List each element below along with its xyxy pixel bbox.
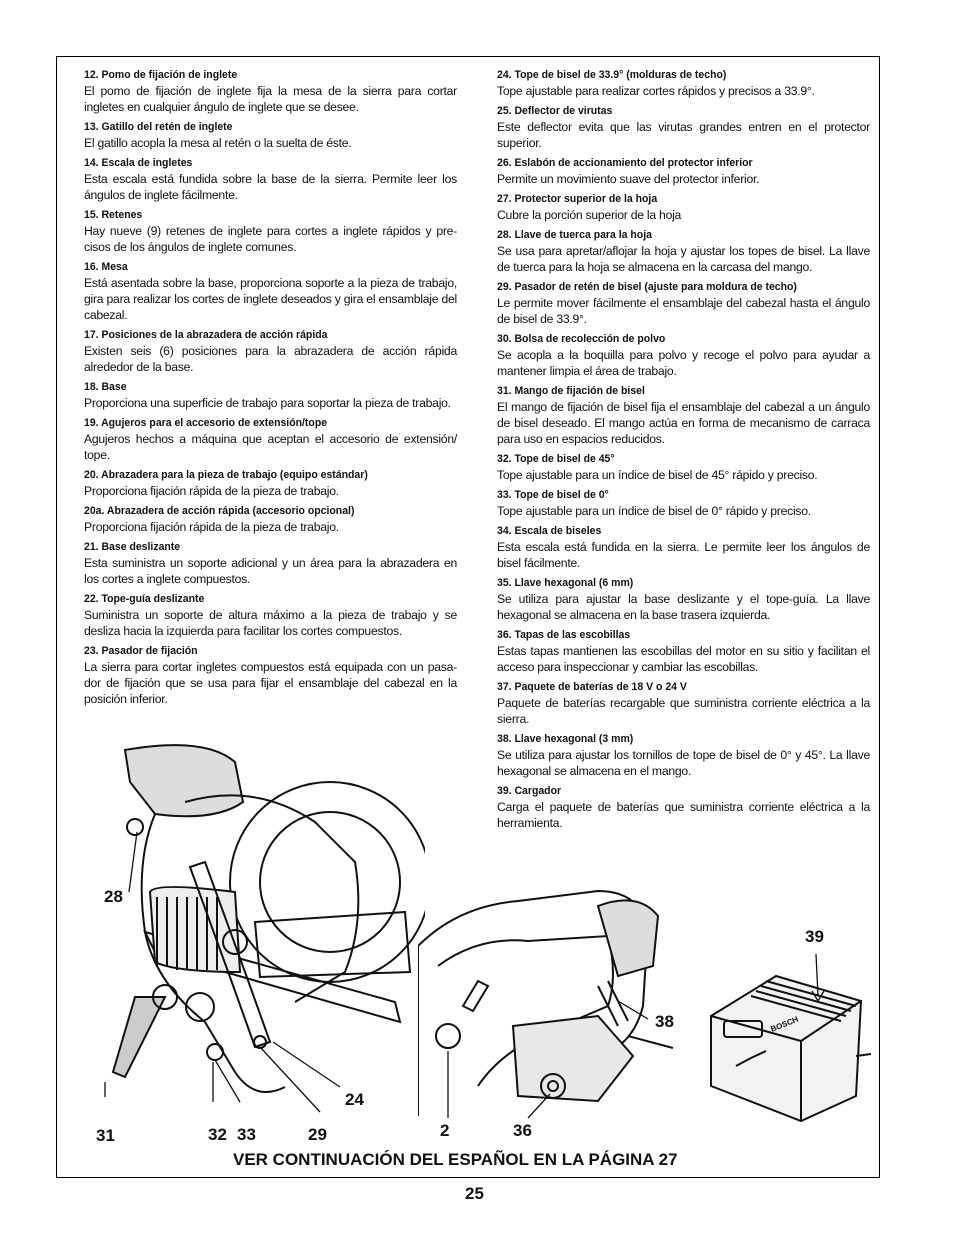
parts-item-title: 23. Pasador de fijación [84, 645, 198, 657]
parts-item-description: Proporciona una superficie de trabajo para soportar la pieza de trabajo. [84, 396, 451, 410]
parts-item-description: Estas tapas mantienen las escobillas del motor en su sitio y facilitan el acceso para inspeccionar y cambiar las escobillas. [497, 644, 870, 674]
parts-list-item [497, 104, 870, 151]
parts-item-title: 35. Llave hexagonal (6 mm) [497, 577, 634, 589]
callout-29: 29 [308, 1125, 327, 1144]
parts-item-description: Tope ajustable para realizar cortes rápidos y precisos a 33.9°. [497, 84, 815, 98]
parts-item-title: 39. Cargador [497, 785, 562, 797]
parts-item-title: 21. Base deslizante [84, 541, 181, 553]
callout-24: 24 [345, 1090, 364, 1109]
parts-list-item [497, 732, 870, 779]
parts-item-title: 18. Base [84, 381, 127, 393]
saw-handle-illustration [418, 886, 678, 1126]
parts-list-item [84, 260, 457, 323]
parts-item-title: 33. Tope de bisel de 0° [497, 489, 609, 501]
parts-item-description: Hay nueve (9) retenes de inglete para cortes a inglete rápidos y pre-cisos de los ángulos de inglete comunes. [84, 224, 457, 254]
parts-item-title: 12. Pomo de fijación de inglete [84, 69, 238, 81]
parts-item-description: Se acopla a la boquilla para polvo y recoge el polvo para ayudar a mantener limpia el área de trabajo. [497, 348, 870, 378]
page-number: 25 [465, 1184, 484, 1203]
parts-list-item [84, 592, 457, 639]
callout-32: 32 [208, 1125, 227, 1144]
parts-item-title: 29. Pasador de retén de bisel (ajuste para moldura de techo) [497, 281, 797, 293]
parts-item-description: Permite un movimiento suave del protector inferior. [497, 172, 760, 186]
parts-item-description: Se utiliza para ajustar la base deslizante y el tope-guía. La llave hexagonal se almacena en la base trasera izquierda. [497, 592, 870, 622]
parts-item-description: El gatillo acopla la mesa al retén o la suelta de éste. [84, 136, 352, 150]
parts-item-description: Proporciona fijación rápida de la pieza de trabajo. [84, 484, 339, 498]
parts-item-description: Agujeros hechos a máquina que aceptan el accesorio de extensión/ tope. [84, 432, 457, 462]
parts-list-item [84, 644, 457, 707]
parts-item-description: Carga el paquete de baterías que suministra corriente eléctrica a la herramienta. [497, 800, 870, 830]
parts-list-item [497, 680, 870, 727]
parts-item-title: 25. Deflector de virutas [497, 105, 613, 117]
parts-item-title: 37. Paquete de baterías de 18 V o 24 V [497, 681, 687, 693]
parts-item-title: 20. Abrazadera para la pieza de trabajo (equipo estándar) [84, 469, 368, 481]
parts-item-title: 38. Llave hexagonal (3 mm) [497, 733, 634, 745]
parts-item-title: 28. Llave de tuerca para la hoja [497, 229, 652, 241]
parts-item-description: Se utiliza para ajustar los tornillos de tope de bisel de 0° y 45°. La llave hexagonal se almacena en el mango. [497, 748, 870, 778]
parts-item-title: 20a. Abrazadera de acción rápida (accesorio opcional) [84, 505, 355, 517]
parts-item-title: 26. Eslabón de accionamiento del protector inferior [497, 157, 753, 169]
parts-item-title: 31. Mango de fijación de bisel [497, 385, 645, 397]
parts-list-item [497, 156, 870, 187]
parts-list-item [497, 68, 870, 99]
parts-list-item [497, 488, 870, 519]
parts-list-item [497, 332, 870, 379]
parts-list-item [84, 156, 457, 203]
parts-item-description: Esta suministra un soporte adicional y un área para la abrazadera en los cortes a inglete compuestos. [84, 556, 457, 586]
parts-list-item [84, 540, 457, 587]
parts-item-description: Esta escala está fundida en la sierra. Le permite leer los ángulos de bisel fácilmente. [497, 540, 870, 570]
callout-2: 2 [440, 1121, 450, 1140]
parts-list-item [84, 68, 457, 115]
parts-item-title: 16. Mesa [84, 261, 128, 273]
parts-item-title: 34. Escala de biseles [497, 525, 602, 537]
parts-item-description: Le permite mover fácilmente el ensamblaje del cabezal hasta el ángulo de bisel de 33.9°. [497, 296, 870, 326]
callout-36: 36 [513, 1121, 532, 1140]
parts-list-item [497, 576, 870, 623]
parts-item-title: 30. Bolsa de recolección de polvo [497, 333, 666, 345]
callout-33: 33 [237, 1125, 256, 1144]
parts-item-title: 32. Tope de bisel de 45° [497, 453, 615, 465]
callout-28: 28 [104, 887, 123, 906]
parts-list-item [497, 192, 870, 223]
parts-item-description: Tope ajustable para un índice de bisel de 45° rápido y preciso. [497, 468, 818, 482]
parts-item-description: El pomo de fijación de inglete fija la mesa de la sierra para cortar ingletes en cualquier ángulo de inglete que se desee. [84, 84, 457, 114]
parts-item-description: Suministra un soporte de altura máximo a la pieza de trabajo y se desliza hacia la izquierda para facilitar los cortes compuestos. [84, 608, 457, 638]
parts-item-description: El mango de fijación de bisel fija el ensamblaje del cabezal a un ángulo de bisel deseado. El mango actúa en forma de mecanismo de carraca para uso en espacios reducidos. [497, 400, 870, 446]
parts-list-item [84, 504, 457, 535]
parts-item-title: 27. Protector superior de la hoja [497, 193, 658, 205]
parts-list-item [84, 328, 457, 375]
parts-item-title: 15. Retenes [84, 209, 143, 221]
parts-item-title: 24. Tope de bisel de 33.9° (molduras de techo) [497, 69, 727, 81]
callout-38: 38 [655, 1012, 674, 1031]
parts-list-item [497, 384, 870, 447]
parts-item-title: 13. Gatillo del retén de inglete [84, 121, 233, 133]
parts-item-description: Está asentada sobre la base, proporciona soporte a la pieza de trabajo, gira para realizar los cortes de inglete deseados y gira el ensamblaje del cabezal. [84, 276, 457, 322]
charger-illustration [706, 946, 876, 1126]
continuation-note: VER CONTINUACIÓN DEL ESPAÑOL EN LA PÁGINA 27 [233, 1150, 678, 1169]
parts-item-title: 22. Tope-guía deslizante [84, 593, 205, 605]
parts-item-description: Paquete de baterías recargable que suministra corriente eléctrica a la sierra. [497, 696, 870, 726]
parts-item-description: La sierra para cortar ingletes compuestos está equipada con un pasa-dor de fijación que se usa para fijar el ensamblaje del cabezal en la posición inferior. [84, 660, 457, 706]
parts-item-title: 19. Agujeros para el accesorio de extensión/tope [84, 417, 328, 429]
parts-item-description: Se usa para apretar/aflojar la hoja y ajustar los topes de bisel. La llave de tuerca para la hoja se almacena en la carcasa del mango. [497, 244, 870, 274]
parts-list-item [497, 280, 870, 327]
parts-item-description: Cubre la porción superior de la hoja [497, 208, 682, 222]
parts-list-item [84, 380, 457, 411]
parts-list-item [84, 120, 457, 151]
parts-item-title: 14. Escala de ingletes [84, 157, 193, 169]
parts-item-description: Esta escala está fundida sobre la base de la sierra. Permite leer los ángulos de inglete fácilmente. [84, 172, 457, 202]
callout-39: 39 [805, 927, 824, 946]
parts-list-item [84, 416, 457, 463]
parts-item-description: Existen seis (6) posiciones para la abrazadera de acción rápida alrededor de la base. [84, 344, 457, 374]
charger-brand-label: BOSCH [769, 1014, 800, 1034]
left-column [84, 68, 457, 712]
parts-list-item [84, 468, 457, 499]
parts-item-description: Este deflector evita que las virutas grandes entren en el protector superior. [497, 120, 870, 150]
parts-list-item [497, 784, 870, 831]
parts-item-title: 17. Posiciones de la abrazadera de acción rápida [84, 329, 328, 341]
parts-list-item [497, 452, 870, 483]
parts-item-description: Tope ajustable para un índice de bisel de 0° rápido y preciso. [497, 504, 811, 518]
parts-list-item [497, 228, 870, 275]
parts-item-description: Proporciona fijación rápida de la pieza de trabajo. [84, 520, 339, 534]
saw-bevel-illustration [95, 742, 425, 1122]
callout-31: 31 [96, 1126, 115, 1145]
parts-item-title: 36. Tapas de las escobillas [497, 629, 631, 641]
parts-list-item [497, 628, 870, 675]
right-column [497, 68, 870, 836]
parts-list-item [497, 524, 870, 571]
parts-list-item [84, 208, 457, 255]
